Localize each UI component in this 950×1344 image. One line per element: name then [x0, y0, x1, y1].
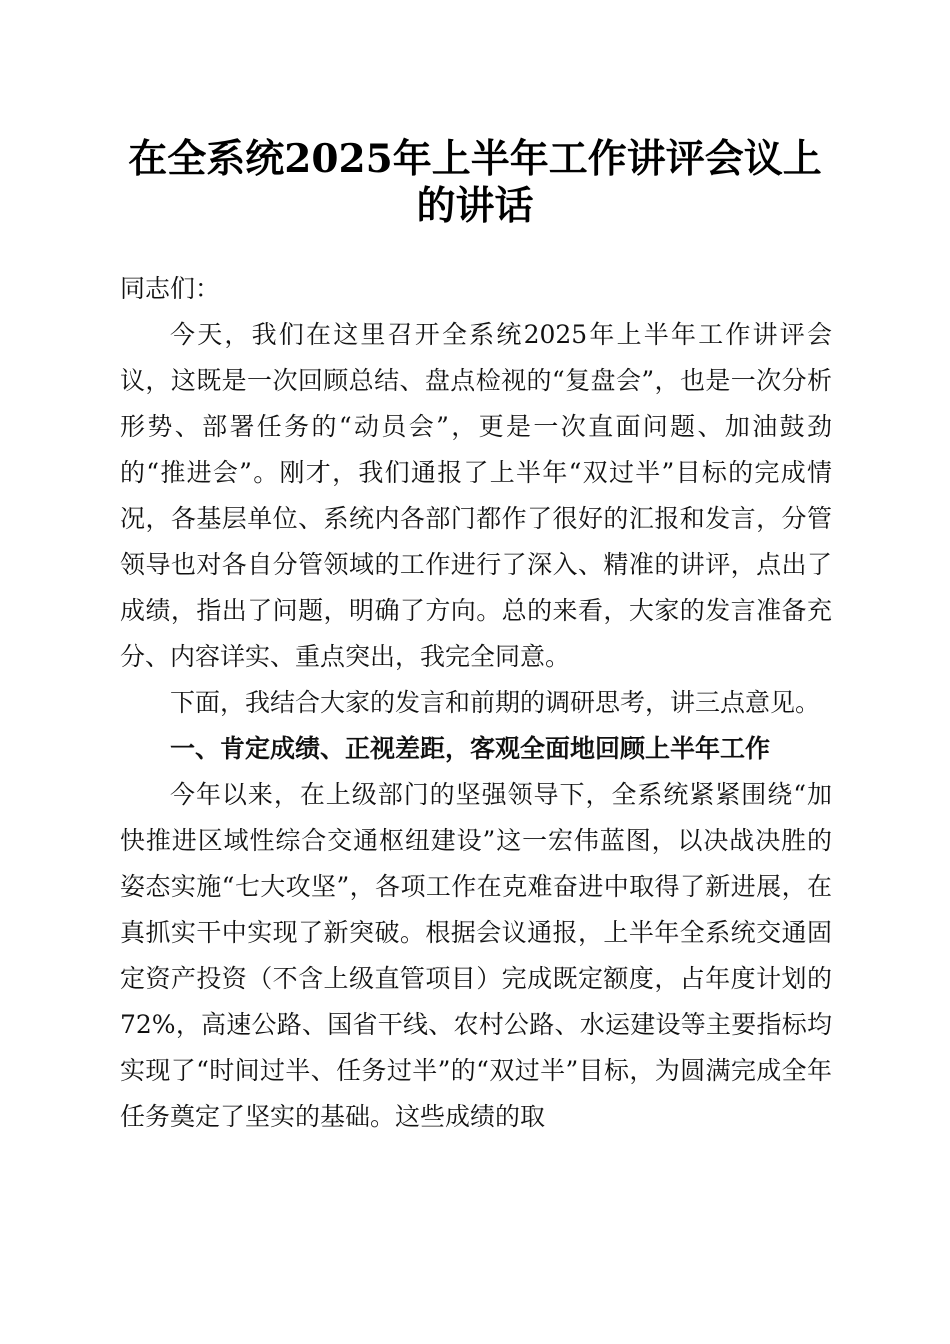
document-title: 在全系统2025年上半年工作讲评会议上的讲话	[128, 136, 822, 229]
salutation: 同志们：	[120, 274, 221, 303]
section-heading: 一、肯定成绩、正视差距，客观全面地回顾上半年工作	[170, 734, 771, 763]
paragraph-achievements: 今年以来，在上级部门的坚强领导下，全系统紧紧围绕“加快推进区域性综合交通枢纽建设”这一宏伟蓝图，以决战决胜的姿态实施“七大攻坚”，各项工作在克难奋进中取得了新进展，在真抓实干中实现了新突破。根据会议通报，上半年全系统交通固定资产投资（不含上级直管项目）完成既定额度，占年度计划的72%，高速公路、国省干线、农村公路、水运建设等主要指标均实现了“时间过半、任务过半”的“双过半”目标，为圆满完成全年任务奠定了坚实的基础。这些成绩的取	[120, 780, 832, 1131]
paragraph-transition: 下面，我结合大家的发言和前期的调研思考，讲三点意见。	[170, 688, 821, 717]
document-body	[120, 266, 832, 1140]
paragraph-opening: 今天，我们在这里召开全系统2025年上半年工作讲评会议，这既是一次回顾总结、盘点检视的“复盘会”，也是一次分析形势、部署任务的“动员会”，更是一次直面问题、加油鼓劲的“推进会”。刚才，我们通报了上半年“双过半”目标的完成情况，各基层单位、系统内各部门都作了很好的汇报和发言，分管领导也对各自分管领域的工作进行了深入、精准的讲评，点出了成绩，指出了问题，明确了方向。总的来看，大家的发言准备充分、内容详实、重点突出，我完全同意。	[120, 320, 832, 671]
